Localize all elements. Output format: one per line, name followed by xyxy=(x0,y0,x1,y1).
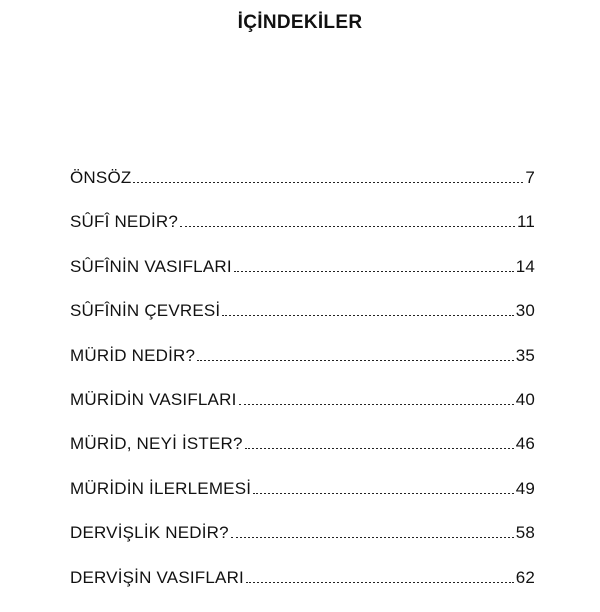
toc-entry[interactable] xyxy=(70,212,535,256)
toc-entry-page: 46 xyxy=(515,434,535,454)
dot-leader xyxy=(197,360,514,361)
toc-entry-page: 62 xyxy=(515,567,535,587)
toc-entry-page: 14 xyxy=(515,256,535,276)
toc-entry-page: 35 xyxy=(515,345,535,365)
toc-entry-label: MÜRİD NEDİR? xyxy=(70,345,196,365)
toc-list xyxy=(70,168,535,612)
dot-leader xyxy=(231,537,514,538)
dot-leader xyxy=(133,182,523,183)
toc-entry-page: 40 xyxy=(515,389,535,409)
toc-entry-label: DERVİŞLİK NEDİR? xyxy=(70,523,229,543)
toc-entry-label: SÛFÎNİN VASIFLARI xyxy=(70,256,232,276)
toc-entry-page: 7 xyxy=(525,168,535,187)
dot-leader xyxy=(245,448,514,449)
toc-title: İÇİNDEKİLER xyxy=(237,12,363,33)
toc-entry-label: SÛFÎ NEDİR? xyxy=(70,212,178,232)
toc-entry-label: MÜRİD, NEYİ İSTER? xyxy=(70,434,243,454)
toc-entry[interactable] xyxy=(70,390,535,434)
toc-entry-label: ÖNSÖZ xyxy=(70,168,132,187)
toc-entry[interactable] xyxy=(70,168,535,212)
dot-leader xyxy=(234,271,514,272)
toc-entry[interactable] xyxy=(70,301,535,345)
dot-leader xyxy=(222,315,513,316)
toc-entry-page: 58 xyxy=(515,523,535,543)
toc-entry[interactable] xyxy=(70,434,535,478)
dot-leader xyxy=(180,226,515,227)
toc-entry-label: SÛFÎNİN ÇEVRESİ xyxy=(70,301,221,321)
toc-entry[interactable] xyxy=(70,568,535,612)
dot-leader xyxy=(253,493,514,494)
toc-entry-page: 49 xyxy=(515,478,535,498)
dot-leader xyxy=(239,404,514,405)
toc-entry-label: DERVİŞİN VASIFLARI xyxy=(70,567,244,587)
toc-entry-page: 11 xyxy=(516,212,535,232)
toc-entry[interactable] xyxy=(70,346,535,390)
toc-entry[interactable] xyxy=(70,257,535,301)
toc-entry-label: MÜRİDİN VASIFLARI xyxy=(70,389,237,409)
toc-entry[interactable] xyxy=(70,523,535,567)
toc-entry-label: MÜRİDİN İLERLEMESİ xyxy=(70,478,252,498)
toc-entry-page: 30 xyxy=(515,301,535,321)
toc-entry[interactable] xyxy=(70,479,535,523)
dot-leader xyxy=(246,582,514,583)
